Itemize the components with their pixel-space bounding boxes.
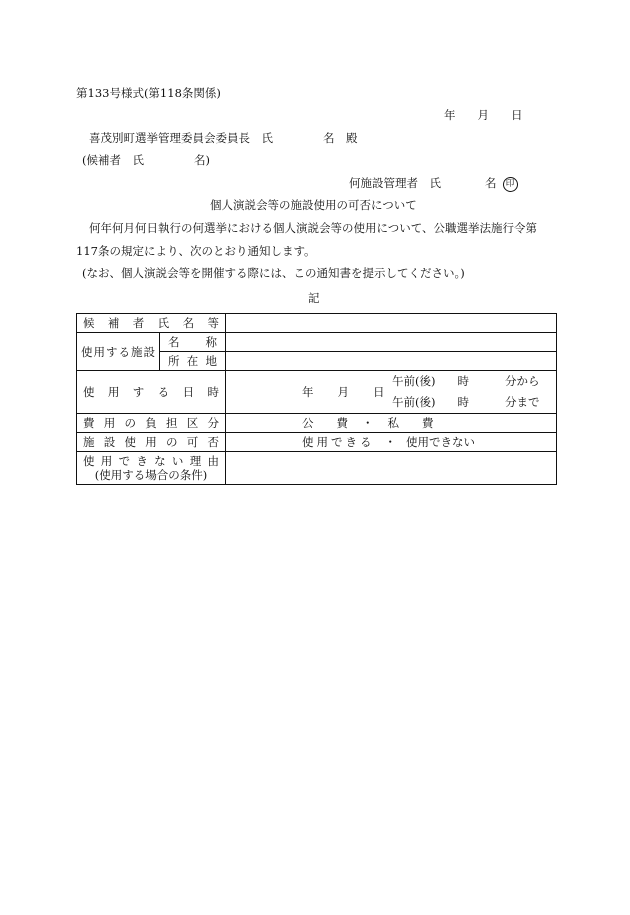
reason-label-cell bbox=[77, 452, 226, 485]
datetime-label-cell bbox=[77, 371, 226, 414]
table-row bbox=[77, 333, 557, 352]
form-number: 第133号様式(第118条関係) bbox=[76, 86, 221, 100]
date-year: 年 bbox=[444, 108, 456, 122]
minute-from: 分から bbox=[504, 374, 540, 388]
reason-value-cell[interactable] bbox=[226, 452, 557, 485]
date-day: 日 bbox=[511, 108, 523, 122]
datetime-to bbox=[392, 392, 539, 413]
facility-label-cell bbox=[77, 333, 160, 371]
date-line bbox=[444, 108, 523, 122]
hour-to: 時 bbox=[457, 395, 469, 409]
form-table bbox=[76, 313, 557, 485]
body-line-1: 何年何月何日執行の何選挙における個人演説会等の使用について、公職選挙法施行令第 bbox=[89, 221, 538, 235]
availability-value-cell[interactable] bbox=[226, 433, 557, 452]
cost-value-cell[interactable] bbox=[226, 414, 557, 433]
seal-mark: 印 bbox=[503, 177, 518, 192]
datetime-day: 日 bbox=[373, 385, 385, 399]
cost-private[interactable]: 私 費 bbox=[387, 416, 434, 430]
table-row bbox=[77, 433, 557, 452]
ampm-to: 午前(後) bbox=[392, 395, 436, 409]
facility-address-label-cell bbox=[160, 352, 226, 371]
body-note: (なお、個人演説会等を開催する際には、この通知書を提示してください。) bbox=[82, 266, 465, 280]
availability-label: 施 設 使 用 の 可 否 bbox=[83, 435, 219, 449]
datetime-from bbox=[392, 371, 539, 392]
table-row bbox=[77, 414, 557, 433]
addressee-suffix: 名 殿 bbox=[323, 131, 358, 145]
datetime-content bbox=[226, 371, 556, 413]
ki-label: 記 bbox=[308, 291, 320, 305]
date-month: 月 bbox=[477, 108, 489, 122]
body-line-2: 117条の規定により、次のとおり通知します。 bbox=[76, 244, 316, 258]
hour-from: 時 bbox=[457, 374, 469, 388]
reason-sub-label: (使用する場合の条件) bbox=[94, 468, 208, 482]
candidate-line bbox=[82, 153, 210, 167]
candidate-suffix: 名) bbox=[194, 153, 210, 167]
candidate-label: 候 補 者 氏 名 等 bbox=[83, 316, 219, 330]
facility-address-value-cell[interactable] bbox=[226, 352, 557, 371]
cost-label-cell bbox=[77, 414, 226, 433]
sender-prefix: 何施設管理者 氏 bbox=[349, 176, 441, 190]
table-row bbox=[77, 314, 557, 333]
cost-separator: ・ bbox=[362, 416, 374, 430]
sender-suffix: 名 bbox=[485, 176, 497, 190]
candidate-value-cell[interactable] bbox=[226, 314, 557, 333]
datetime-year: 年 bbox=[302, 385, 314, 399]
minute-to: 分まで bbox=[504, 395, 540, 409]
facility-name-label-cell bbox=[160, 333, 226, 352]
availability-separator: ・ bbox=[384, 435, 396, 449]
datetime-times bbox=[392, 371, 539, 413]
sender-line bbox=[349, 176, 518, 192]
cost-label: 費 用 の 負 担 区 分 bbox=[83, 416, 219, 430]
facility-address-label: 所 在 地 bbox=[168, 354, 217, 368]
availability-label-cell bbox=[77, 433, 226, 452]
datetime-date bbox=[226, 385, 392, 399]
facility-label: 使 用 す る 施 設 bbox=[81, 344, 155, 359]
datetime-value-cell[interactable] bbox=[226, 371, 557, 414]
reason-label: 使 用 で き な い 理 由 bbox=[83, 454, 219, 468]
document-title: 個人演説会等の施設使用の可否について bbox=[210, 198, 417, 212]
ampm-from: 午前(後) bbox=[392, 374, 436, 388]
addressee-prefix: 喜茂別町選挙管理委員会委員長 氏 bbox=[89, 131, 273, 145]
facility-name-value-cell[interactable] bbox=[226, 333, 557, 352]
table-row bbox=[77, 452, 557, 485]
availability-no[interactable]: 使用できない bbox=[406, 435, 475, 449]
candidate-prefix: (候補者 氏 bbox=[82, 153, 144, 167]
candidate-label-cell bbox=[77, 314, 226, 333]
availability-yes[interactable]: 使用できる bbox=[302, 435, 375, 449]
datetime-month: 月 bbox=[337, 385, 349, 399]
addressee-line bbox=[89, 131, 358, 145]
cost-public[interactable]: 公 費 bbox=[302, 416, 348, 430]
facility-name-label: 名 称 bbox=[168, 335, 217, 349]
table-row bbox=[77, 371, 557, 414]
datetime-label: 使 用 す る 日 時 bbox=[83, 385, 219, 399]
